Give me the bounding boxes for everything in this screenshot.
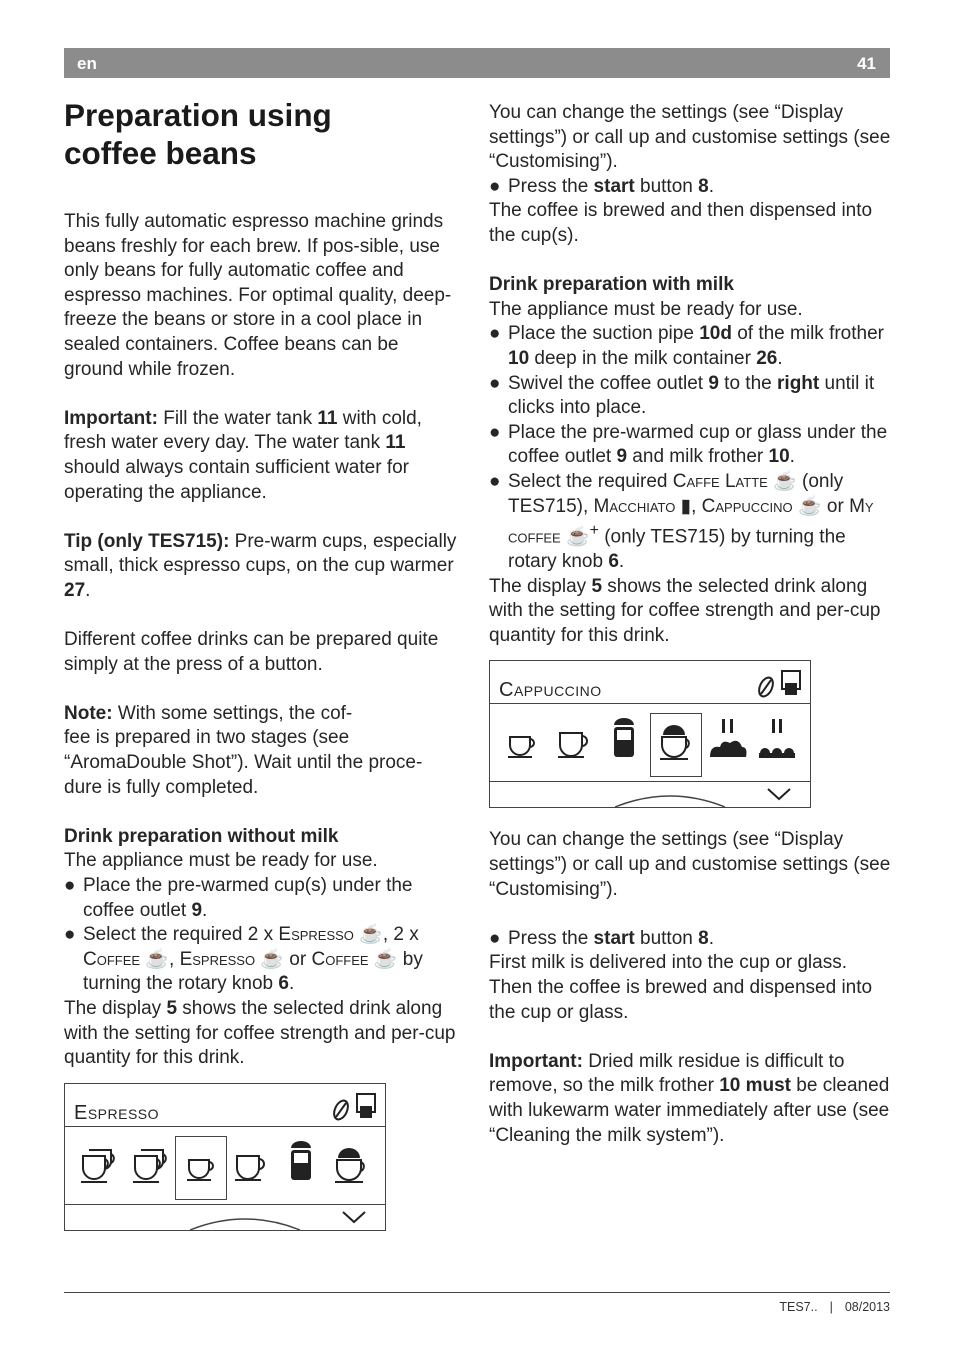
- coffee-cup-icon: [233, 1150, 269, 1184]
- knob-arc: [190, 1216, 300, 1230]
- display-drink-name: Espresso: [74, 1101, 160, 1124]
- chevron-down-icon: [341, 1210, 367, 1224]
- page-footer: [64, 1292, 890, 1314]
- list-item: ● Press the start button 8.: [489, 175, 714, 197]
- intro-paragraph: This fully automatic espresso machine grinds beans freshly for each brew. If pos-sible, use only beans for fully automatic coffee and espresso machines. For optimal quality, deep-freeze the beans or store in a cool place in sealed containers. Coffee beans can be ground while frozen.: [64, 211, 452, 380]
- nomilk-display-text: The display 5 shows the selected drink along with the setting for coffee strength and per-cup quantity for this drink.: [64, 998, 456, 1069]
- cappuccino-cup-icon: [333, 1142, 369, 1186]
- latte-glass-icon: [287, 1138, 315, 1186]
- list-item: ● Swivel the coffee outlet 9 to the right until it clicks into place.: [489, 372, 875, 419]
- knob-arc: [615, 793, 725, 807]
- right-column: [489, 101, 891, 1148]
- cup-quantity-icon: [780, 669, 802, 699]
- left-column: [64, 96, 459, 1231]
- list-item: ● Place the pre-warmed cup or glass under the coffee outlet 9 and milk frother 10.: [489, 421, 888, 468]
- note-paragraph: Note: With some settings, the cof- fee is prepared in two stages (see “AromaDouble Shot”). Wait until the proce-dure is fully completed.: [64, 702, 423, 798]
- milk-foam-icon: [708, 717, 748, 761]
- list-item: ● Place the suction pipe 10d of the milk frother 10 deep in the milk container 26.: [489, 323, 884, 369]
- espresso-cup-icon: [185, 1154, 219, 1184]
- list-item: ● Select the required 2 x Espresso ☕, 2 x Coffee ☕, Espresso ☕ or Coffee ☕ by turning the rotary knob 6.: [64, 924, 423, 995]
- list-item: ● Press the start button 8.: [489, 927, 714, 949]
- chevron-down-icon: [766, 787, 792, 801]
- page-title: Preparation using coffee beans: [64, 97, 332, 171]
- page-number: 41: [857, 54, 876, 73]
- important-paragraph: Important: Dried milk residue is difficult to remove, so the milk frother 10 must be cleaned with lukewarm water immediately after use (see “Cleaning the milk system”).: [489, 1050, 890, 1146]
- espresso-display-panel: [64, 1083, 386, 1231]
- list-item: ● Place the pre-warmed cup(s) under the coffee outlet 9.: [64, 875, 413, 921]
- cappuccino-display-panel: [489, 660, 811, 808]
- latte-glass-icon: [610, 715, 638, 763]
- list-item: ● Select the required Caffe Latte ☕ (only TES715), Macchiato ▮, Cappuccino ☕ or My coffee ☕+ (only TES715) by turning the rotary knob 6.: [489, 470, 874, 573]
- brewed-paragraph: The coffee is brewed and then dispensed into the cup(s).: [489, 200, 873, 246]
- nomilk-ready: The appliance must be ready for use.: [64, 850, 378, 872]
- bean-strength-icon: [756, 676, 776, 698]
- language-label: en: [77, 54, 97, 73]
- nomilk-heading: Drink preparation without milk: [64, 825, 339, 847]
- double-coffee-icon: [79, 1146, 121, 1186]
- double-coffee-icon: [131, 1146, 173, 1186]
- drinks-paragraph: Different coffee drinks can be prepared quite simply at the press of a button.: [64, 629, 439, 675]
- settings-paragraph: You can change the settings (see “Display settings”) or call up and customise settings (see “Customising”).: [489, 102, 891, 173]
- footer-date: 08/2013: [844, 1300, 890, 1314]
- milk-portion-icon: [756, 717, 798, 761]
- cup-quantity-icon: [355, 1092, 377, 1122]
- footer-separator: |: [829, 1300, 833, 1314]
- display-drink-name: Cappuccino: [499, 679, 602, 702]
- page-header: [64, 48, 890, 78]
- espresso-cup-icon: [506, 731, 540, 761]
- tip-paragraph: Tip (only TES715): Pre-warm cups, especially small, thick espresso cups, on the cup warmer 27.: [64, 530, 457, 601]
- milk-display-text: The display 5 shows the selected drink along with the setting for coffee strength and per-cup quantity for this drink.: [489, 575, 881, 646]
- cappuccino-cup-icon: [658, 719, 694, 763]
- milk-ready: The appliance must be ready for use.: [489, 298, 803, 320]
- milk-heading: Drink preparation with milk: [489, 274, 734, 296]
- settings-paragraph: You can change the settings (see “Display settings”) or call up and customise settings (see “Customising”).: [489, 829, 891, 900]
- footer-model: TES7..: [779, 1300, 818, 1314]
- bean-strength-icon: [331, 1099, 351, 1121]
- coffee-cup-icon: [556, 727, 592, 761]
- milk-first-paragraph: First milk is delivered into the cup or glass. Then the coffee is brewed and dispensed into the cup or glass.: [489, 952, 873, 1023]
- important-paragraph: Important: Fill the water tank 11 with cold, fresh water every day. The water tank 11 should always contain sufficient water for operating the appliance.: [64, 407, 422, 503]
